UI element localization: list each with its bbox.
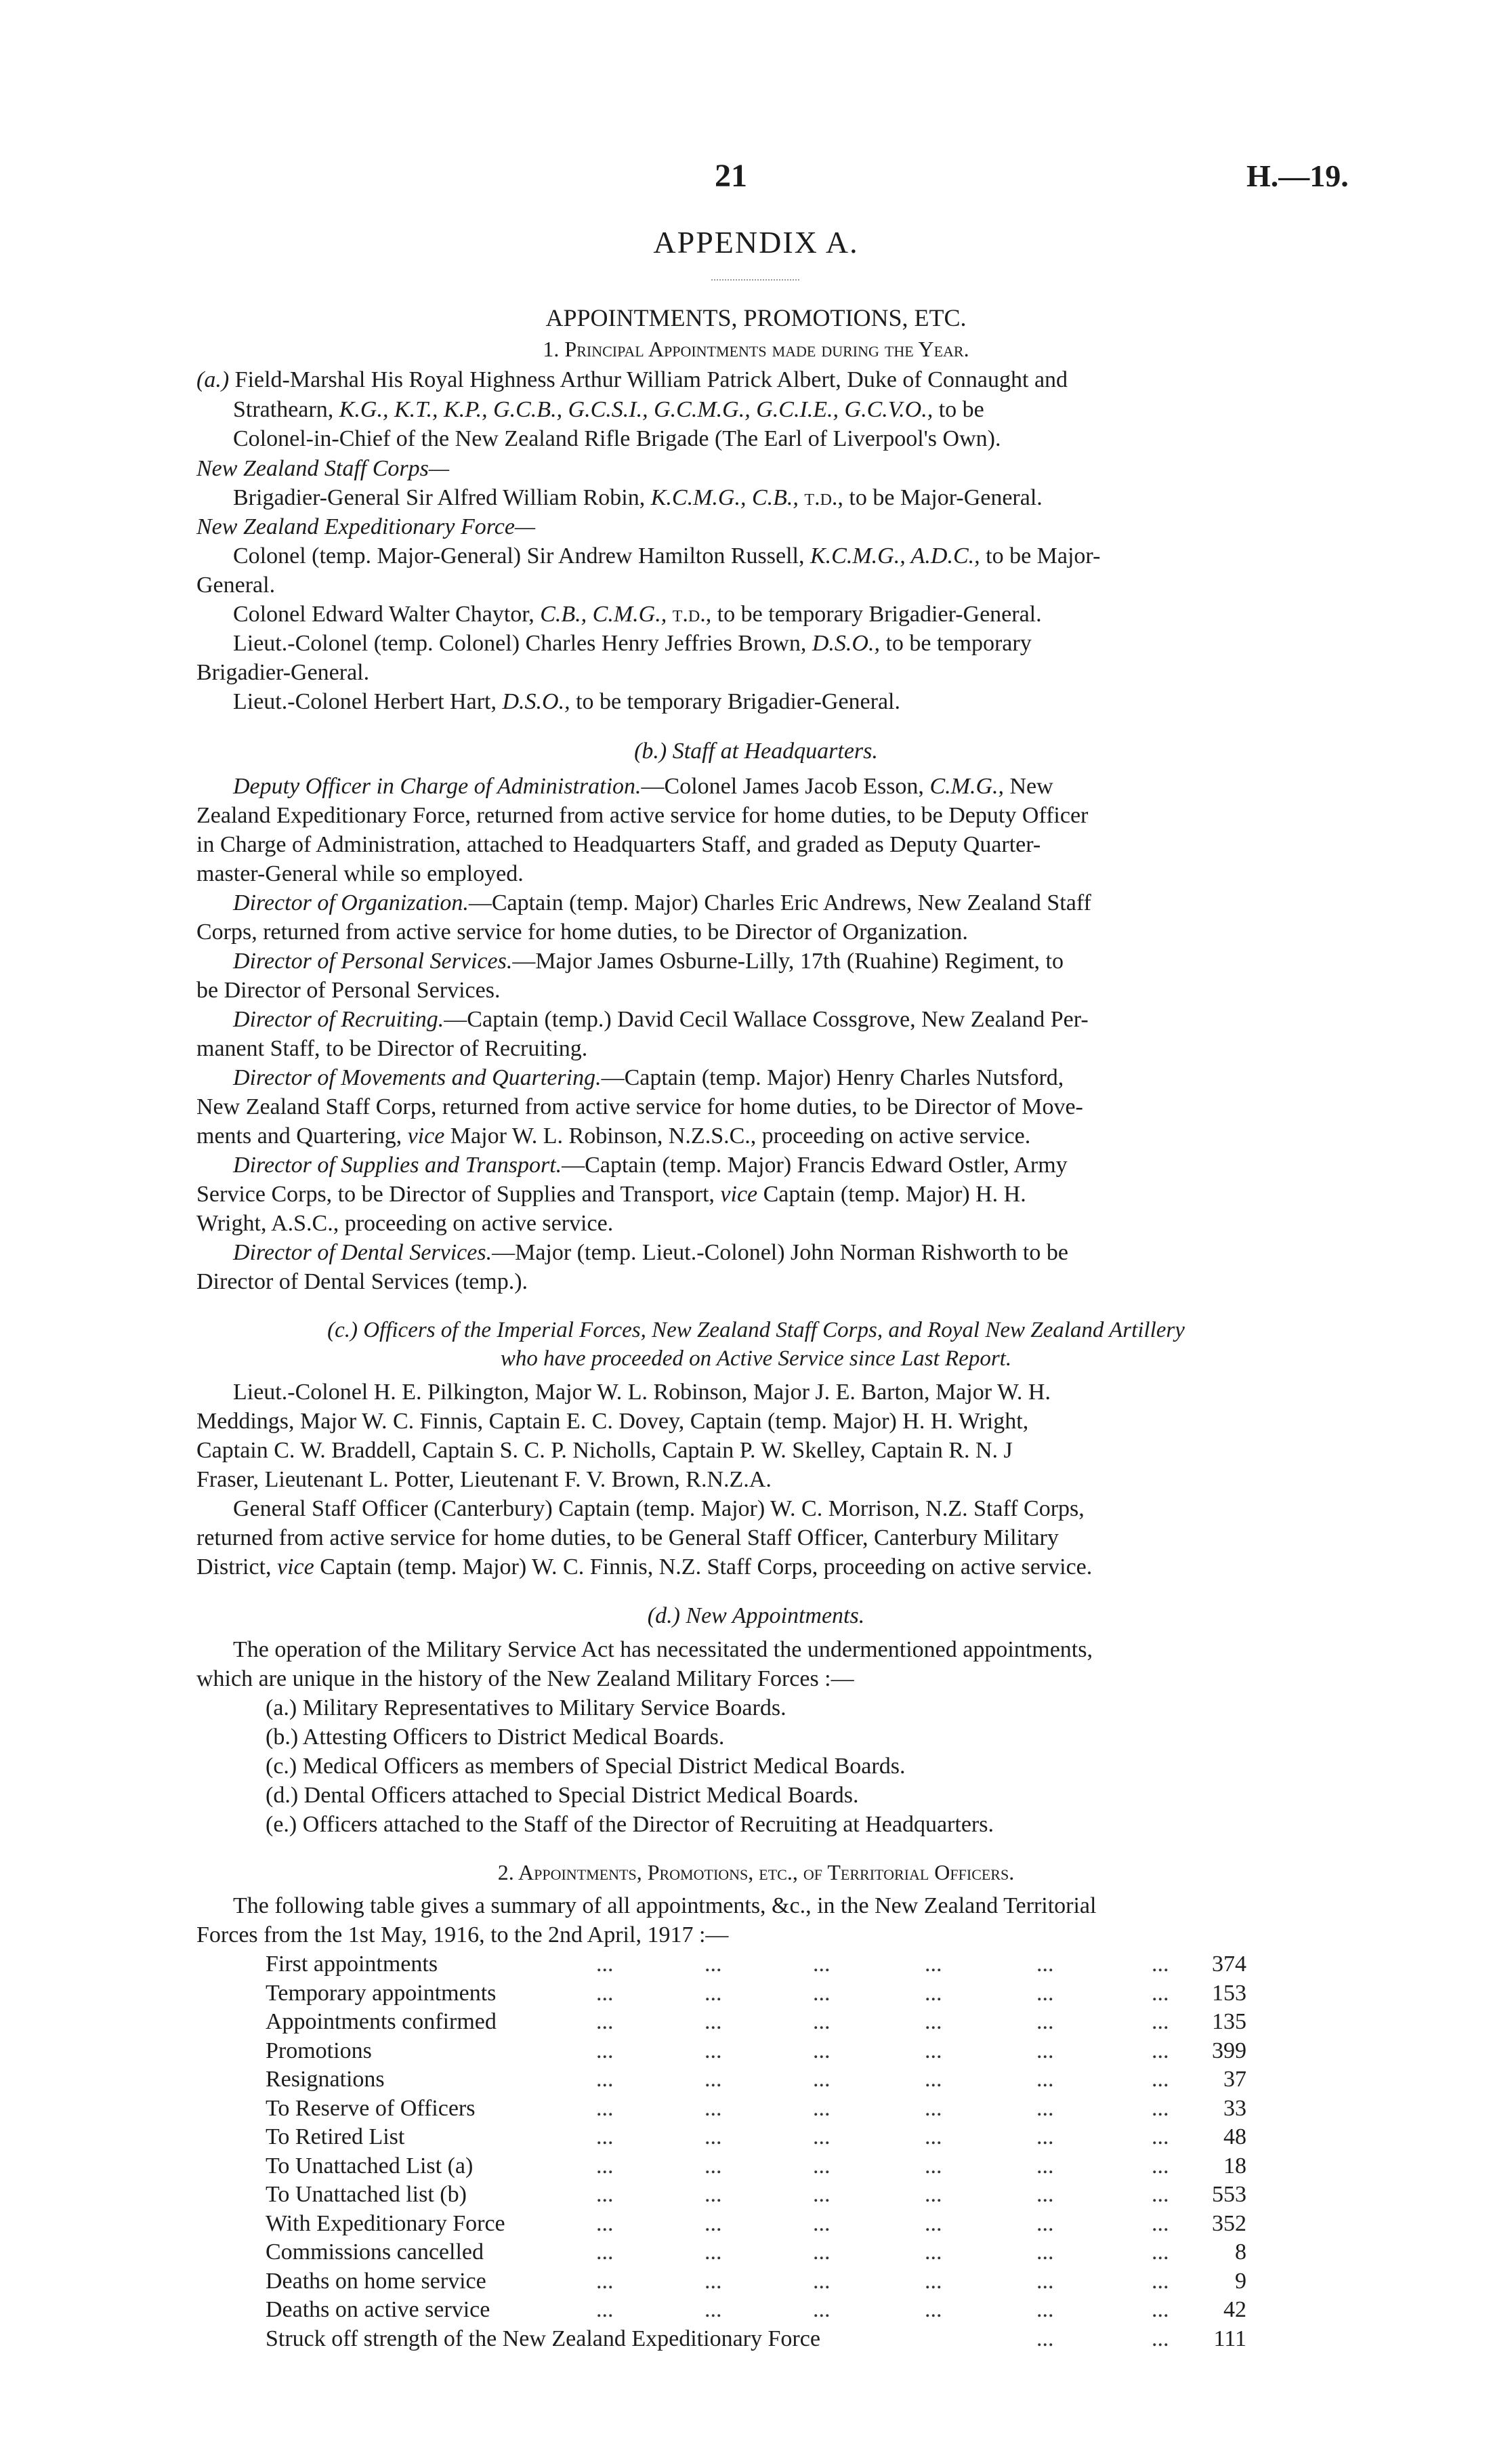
text: Colonel Edward Walter Chaytor, bbox=[233, 602, 534, 627]
row-value: 42 bbox=[1223, 2297, 1246, 2322]
role-title: Director of Recruiting. bbox=[233, 1007, 444, 1032]
leader-dots: ... bbox=[925, 2153, 942, 2179]
section-b-p3-l2: be Director of Personal Services. bbox=[196, 978, 501, 1003]
leader-dots: ... bbox=[1036, 1952, 1054, 1977]
section-c-p2-l3 bbox=[196, 1553, 1092, 1582]
section-d-heading: (d.) New Appointments. bbox=[647, 1603, 865, 1628]
leader-dots: ... bbox=[1152, 1952, 1169, 1977]
row-value: 37 bbox=[1223, 2067, 1246, 2092]
table-row bbox=[0, 1979, 1512, 2008]
leader-dots: ... bbox=[1036, 2009, 1054, 2034]
role-title: Director of Organization. bbox=[233, 890, 469, 915]
section-c-p1-l4: Fraser, Lieutenant L. Potter, Lieutenant F. V. Brown, R.N.Z.A. bbox=[196, 1467, 772, 1492]
table-row bbox=[0, 2123, 1512, 2151]
row-label: Deaths on active service bbox=[266, 2297, 490, 2322]
section-b-p2-l1 bbox=[233, 889, 1091, 917]
item-label: (a.) bbox=[196, 367, 230, 392]
text: ments and Quartering, bbox=[196, 1123, 402, 1149]
honours: K.G., K.T., K.P., G.C.B., G.C.S.I., G.C.M.G., G.C.I.E., G.C.V.O., bbox=[339, 397, 933, 422]
text: Colonel (temp. Major-General) Sir Andrew Hamilton Russell, bbox=[233, 543, 805, 569]
section-c-p1-l3: Captain C. W. Braddell, Captain S. C. P. Nicholls, Captain P. W. Skelley, Captain R. N. J bbox=[196, 1438, 1013, 1463]
text: Field-Marshal His Royal Highness Arthur William Patrick Albert, Duke of Connaught and bbox=[234, 367, 1068, 392]
table-row bbox=[0, 2037, 1512, 2065]
leader-dots: ... bbox=[1152, 2009, 1169, 2034]
section-1-a-line-3: Colonel-in-Chief of the New Zealand Rifle Brigade (The Earl of Liverpool's Own). bbox=[233, 426, 1001, 451]
text: —Captain (temp. Major) Henry Charles Nutsford, bbox=[601, 1065, 1064, 1090]
row-label: Deaths on home service bbox=[266, 2268, 486, 2294]
section-b-p7-l1 bbox=[233, 1239, 1068, 1267]
row-value: 8 bbox=[1235, 2239, 1246, 2265]
text: Service Corps, to be Director of Supplies and Transport, bbox=[196, 1182, 715, 1207]
honours: D.S.O., bbox=[502, 689, 570, 714]
vice: vice bbox=[407, 1123, 445, 1149]
section-b-heading: (b.) Staff at Headquarters. bbox=[634, 739, 878, 764]
text: Lieut.-Colonel Herbert Hart, bbox=[233, 689, 497, 714]
section-b-p1-l2: Zealand Expeditionary Force, returned from active service for home duties, to be Deputy Officer bbox=[196, 803, 1089, 828]
leader-dots: ... bbox=[1152, 2268, 1169, 2294]
nzef-line-3a bbox=[233, 629, 1032, 658]
section-c-p2-l1: General Staff Officer (Canterbury) Captain (temp. Major) W. C. Morrison, N.Z. Staff Corps, bbox=[233, 1496, 1085, 1521]
leader-dots: ... bbox=[1152, 2239, 1169, 2265]
leader-dots: ... bbox=[1036, 2326, 1054, 2351]
text: Brigadier-General Sir Alfred William Robin, bbox=[233, 485, 646, 510]
nzef-line-1b: General. bbox=[196, 573, 276, 598]
row-label: To Unattached list (b) bbox=[266, 2182, 467, 2207]
leader-dots: ... bbox=[813, 2210, 831, 2236]
vice: vice bbox=[276, 1554, 314, 1580]
text: Major W. L. Robinson, N.Z.S.C., proceeding on active service. bbox=[450, 1123, 1031, 1149]
leader-dots: ... bbox=[813, 2182, 831, 2207]
text: —Major James Osburne-Lilly, 17th (Ruahine) Regiment, to bbox=[512, 949, 1064, 974]
row-value: 352 bbox=[1212, 2210, 1246, 2236]
honours: C.M.G., bbox=[929, 774, 1004, 799]
leader-dots: ... bbox=[1152, 2182, 1169, 2207]
row-label: Struck off strength of the New Zealand Expeditionary Force bbox=[266, 2326, 820, 2351]
leader-dots: ... bbox=[925, 2210, 942, 2236]
honours-td: t.d., bbox=[804, 485, 843, 510]
section-1-a-line-2 bbox=[233, 396, 984, 424]
leader-dots: ... bbox=[596, 2095, 614, 2121]
section-2-intro-l1: The following table gives a summary of all appointments, &c., in the New Zealand Territorial bbox=[233, 1893, 1097, 1918]
section-b-p4-l1 bbox=[233, 1006, 1089, 1034]
row-value: 33 bbox=[1223, 2095, 1246, 2121]
section-c-p1-l1: Lieut.-Colonel H. E. Pilkington, Major W. L. Robinson, Major J. E. Barton, Major W. H. bbox=[233, 1380, 1051, 1405]
leader-dots: ... bbox=[1036, 2067, 1054, 2092]
row-label: To Unattached List (a) bbox=[266, 2153, 474, 2179]
row-value: 9 bbox=[1235, 2268, 1246, 2294]
leader-dots: ... bbox=[1152, 1980, 1169, 2006]
leader-dots: ... bbox=[596, 2182, 614, 2207]
leader-dots: ... bbox=[813, 2067, 831, 2092]
text: to be temporary Brigadier-General. bbox=[576, 689, 900, 714]
section-c-p2-l2: returned from active service for home duties, to be General Staff Officer, Canterbury Military bbox=[196, 1525, 1059, 1550]
leader-dots: ... bbox=[813, 1980, 831, 2006]
leader-dots: ... bbox=[1036, 2153, 1054, 2179]
leader-dots: ... bbox=[596, 2210, 614, 2236]
leader-dots: ... bbox=[705, 2297, 722, 2322]
section-b-p1-l1 bbox=[233, 772, 1053, 801]
leader-dots: ... bbox=[925, 1980, 942, 2006]
table-row bbox=[0, 2325, 1512, 2353]
section-d-p-l1: The operation of the Military Service Act has necessitated the undermentioned appointments, bbox=[233, 1637, 1093, 1662]
honours: K.C.M.G., A.D.C., bbox=[810, 543, 980, 569]
leader-dots: ... bbox=[596, 1980, 614, 2006]
leader-dots: ... bbox=[1036, 2095, 1054, 2121]
table-row bbox=[0, 2152, 1512, 2181]
leader-dots: ... bbox=[813, 1952, 831, 1977]
row-value: 399 bbox=[1212, 2038, 1246, 2063]
leader-dots: ... bbox=[925, 2268, 942, 2294]
honours: C.B., C.M.G., bbox=[540, 602, 667, 627]
text: to be temporary bbox=[885, 631, 1032, 656]
section-c-heading-line-1: (c.) Officers of the Imperial Forces, New Zealand Staff Corps, and Royal New Zealand Artillery bbox=[327, 1318, 1185, 1342]
leader-dots: ... bbox=[596, 2297, 614, 2322]
leader-dots: ... bbox=[1036, 1980, 1054, 2006]
leader-dots: ... bbox=[813, 2153, 831, 2179]
leader-dots: ... bbox=[705, 2210, 722, 2236]
section-b-p5-l3 bbox=[196, 1122, 1030, 1151]
leader-dots: ... bbox=[1036, 2297, 1054, 2322]
section-d-item-c: (c.) Medical Officers as members of Special District Medical Boards. bbox=[266, 1754, 906, 1779]
leader-dots: ... bbox=[705, 1952, 722, 1977]
leader-dots: ... bbox=[813, 2268, 831, 2294]
table-row bbox=[0, 2296, 1512, 2324]
leader-dots: ... bbox=[925, 2297, 942, 2322]
table-row bbox=[0, 2238, 1512, 2267]
table-row bbox=[0, 2210, 1512, 2238]
table-row bbox=[0, 2181, 1512, 2209]
section-2-heading: 2. Appointments, Promotions, etc., of Territorial Officers. bbox=[497, 1860, 1015, 1884]
leader-dots: ... bbox=[596, 2153, 614, 2179]
main-heading: APPOINTMENTS, PROMOTIONS, ETC. bbox=[545, 304, 967, 331]
leader-dots: ... bbox=[1152, 2297, 1169, 2322]
leader-dots: ... bbox=[1036, 2182, 1054, 2207]
leader-dots: ... bbox=[1036, 2124, 1054, 2149]
leader-dots: ... bbox=[596, 2124, 614, 2149]
leader-dots: ... bbox=[1152, 2153, 1169, 2179]
leader-dots: ... bbox=[1152, 2326, 1169, 2351]
row-label: Promotions bbox=[266, 2038, 372, 2063]
leader-dots: ... bbox=[1152, 2210, 1169, 2236]
section-b-p6-l1 bbox=[233, 1151, 1068, 1180]
text: to be bbox=[938, 397, 984, 422]
section-b-p6-l2 bbox=[196, 1180, 1026, 1209]
role-title: Director of Dental Services. bbox=[233, 1240, 492, 1265]
text: New bbox=[1009, 774, 1053, 799]
text: District, bbox=[196, 1554, 272, 1580]
leader-dots: ... bbox=[813, 2038, 831, 2063]
section-b-p6-l3: Wright, A.S.C., proceeding on active service. bbox=[196, 1211, 614, 1236]
text: Strathearn, bbox=[233, 397, 334, 422]
leader-dots: ... bbox=[1152, 2067, 1169, 2092]
role-title: Deputy Officer in Charge of Administration. bbox=[233, 774, 642, 799]
leader-dots: ... bbox=[705, 2268, 722, 2294]
leader-dots: ... bbox=[1152, 2124, 1169, 2149]
leader-dots: ... bbox=[1036, 2239, 1054, 2265]
text: —Captain (temp.) David Cecil Wallace Cossgrove, New Zealand Per- bbox=[444, 1007, 1089, 1032]
table-row bbox=[0, 2094, 1512, 2123]
leader-dots: ... bbox=[705, 2124, 722, 2149]
leader-dots: ... bbox=[925, 2124, 942, 2149]
row-label: With Expeditionary Force bbox=[266, 2210, 505, 2236]
vice: vice bbox=[720, 1182, 758, 1207]
section-b-p1-l4: master-General while so employed. bbox=[196, 861, 524, 886]
leader-dots: ... bbox=[705, 2182, 722, 2207]
row-value: 18 bbox=[1223, 2153, 1246, 2179]
section-d-item-e: (e.) Officers attached to the Staff of the Director of Recruiting at Headquarters. bbox=[266, 1812, 994, 1837]
nz-staff-corps-line bbox=[233, 484, 1043, 512]
nzef-line-4 bbox=[233, 688, 900, 716]
nzef-line-1a bbox=[233, 542, 1100, 571]
leader-dots: ... bbox=[705, 2153, 722, 2179]
leader-dots: ... bbox=[596, 2239, 614, 2265]
section-b-p2-l2: Corps, returned from active service for home duties, to be Director of Organization. bbox=[196, 920, 968, 945]
leader-dots: ... bbox=[705, 2067, 722, 2092]
table-row bbox=[0, 2267, 1512, 2296]
section-b-p1-l3: in Charge of Administration, attached to Headquarters Staff, and graded as Deputy Quarter- bbox=[196, 832, 1041, 857]
section-1-a-line-1 bbox=[196, 366, 1068, 394]
section-b-p3-l1 bbox=[233, 947, 1064, 976]
section-1-heading: 1. Principal Appointments made during the Year. bbox=[543, 337, 969, 361]
leader-dots: ... bbox=[596, 1952, 614, 1977]
section-d-p-l2: which are unique in the history of the New Zealand Military Forces :— bbox=[196, 1666, 854, 1691]
section-2-intro-l2: Forces from the 1st May, 1916, to the 2nd April, 1917 :— bbox=[196, 1922, 729, 1947]
text: to be Major-General. bbox=[849, 485, 1043, 510]
section-c-heading-line-2: who have proceeded on Active Service since Last Report. bbox=[500, 1346, 1012, 1371]
leader-dots: ... bbox=[813, 2124, 831, 2149]
leader-dots: ... bbox=[925, 2038, 942, 2063]
section-b-p7-l2: Director of Dental Services (temp.). bbox=[196, 1269, 528, 1294]
honours: K.C.M.G., C.B., bbox=[650, 485, 799, 510]
leader-dots: ... bbox=[596, 2268, 614, 2294]
leader-dots: ... bbox=[1036, 2268, 1054, 2294]
text: Lieut.-Colonel (temp. Colonel) Charles Henry Jeffries Brown, bbox=[233, 631, 807, 656]
leader-dots: ... bbox=[596, 2038, 614, 2063]
table-row bbox=[0, 2065, 1512, 2094]
row-label: To Retired List bbox=[266, 2124, 405, 2149]
leader-dots: ... bbox=[1152, 2038, 1169, 2063]
leader-dots: ... bbox=[705, 2095, 722, 2121]
row-value: 553 bbox=[1212, 2182, 1246, 2207]
honours: D.S.O., bbox=[812, 631, 880, 656]
text: Captain (temp. Major) W. C. Finnis, N.Z. Staff Corps, proceeding on active service. bbox=[320, 1554, 1093, 1580]
nzef-line-3b: Brigadier-General. bbox=[196, 660, 370, 685]
section-d-item-b: (b.) Attesting Officers to District Medical Boards. bbox=[266, 1725, 725, 1750]
leader-dots: ... bbox=[705, 2038, 722, 2063]
leader-dots: ... bbox=[925, 2009, 942, 2034]
appendix-title: APPENDIX A. bbox=[653, 225, 859, 260]
table-row bbox=[0, 1950, 1512, 1979]
role-title: Director of Supplies and Transport. bbox=[233, 1153, 562, 1178]
nzef-line-2 bbox=[233, 600, 1042, 629]
section-d-item-d: (d.) Dental Officers attached to Special District Medical Boards. bbox=[266, 1783, 859, 1808]
page-number: 21 bbox=[715, 158, 747, 194]
leader-dots: ... bbox=[813, 2297, 831, 2322]
title-divider bbox=[711, 279, 799, 281]
role-title: Director of Movements and Quartering. bbox=[233, 1065, 602, 1090]
row-label: To Reserve of Officers bbox=[266, 2095, 476, 2121]
table-row bbox=[0, 2008, 1512, 2036]
row-value: 135 bbox=[1212, 2009, 1246, 2034]
leader-dots: ... bbox=[925, 2095, 942, 2121]
leader-dots: ... bbox=[925, 1952, 942, 1977]
leader-dots: ... bbox=[925, 2067, 942, 2092]
section-c-p1-l2: Meddings, Major W. C. Finnis, Captain E. C. Dovey, Captain (temp. Major) H. H. Wright, bbox=[196, 1409, 1029, 1434]
section-b-p5-l2: New Zealand Staff Corps, returned from active service for home duties, to be Director of Move- bbox=[196, 1094, 1083, 1119]
text: —Captain (temp. Major) Charles Eric Andrews, New Zealand Staff bbox=[468, 890, 1091, 915]
honours-td: t.d., bbox=[672, 602, 712, 627]
leader-dots: ... bbox=[1036, 2210, 1054, 2236]
row-value: 374 bbox=[1212, 1952, 1246, 1977]
leader-dots: ... bbox=[1152, 2095, 1169, 2121]
section-b-p4-l2: manent Staff, to be Director of Recruiting. bbox=[196, 1036, 588, 1061]
row-value: 111 bbox=[1213, 2326, 1246, 2351]
role-title: Director of Personal Services. bbox=[233, 949, 513, 974]
leader-dots: ... bbox=[596, 2009, 614, 2034]
nz-staff-corps-heading: New Zealand Staff Corps— bbox=[196, 456, 450, 481]
leader-dots: ... bbox=[1036, 2038, 1054, 2063]
section-b-p5-l1 bbox=[233, 1064, 1064, 1092]
section-d-item-a: (a.) Military Representatives to Military Service Boards. bbox=[266, 1695, 786, 1720]
text: —Colonel James Jacob Esson, bbox=[641, 774, 924, 799]
leader-dots: ... bbox=[705, 2239, 722, 2265]
text: to be Major- bbox=[986, 543, 1101, 569]
row-label: Commissions cancelled bbox=[266, 2239, 484, 2265]
leader-dots: ... bbox=[705, 2009, 722, 2034]
nz-expeditionary-force-heading: New Zealand Expeditionary Force— bbox=[196, 514, 536, 539]
leader-dots: ... bbox=[813, 2095, 831, 2121]
text: —Major (temp. Lieut.-Colonel) John Norman Rishworth to be bbox=[492, 1240, 1068, 1265]
row-value: 153 bbox=[1212, 1980, 1246, 2006]
text: Captain (temp. Major) H. H. bbox=[763, 1182, 1026, 1207]
row-label: Temporary appointments bbox=[266, 1980, 497, 2006]
leader-dots: ... bbox=[813, 2239, 831, 2265]
row-label: First appointments bbox=[266, 1952, 438, 1977]
row-label: Appointments confirmed bbox=[266, 2009, 497, 2034]
leader-dots: ... bbox=[705, 1980, 722, 2006]
document-reference: H.—19. bbox=[1246, 159, 1349, 193]
text: —Captain (temp. Major) Francis Edward Ostler, Army bbox=[562, 1153, 1068, 1178]
leader-dots: ... bbox=[813, 2009, 831, 2034]
row-label: Resignations bbox=[266, 2067, 385, 2092]
leader-dots: ... bbox=[925, 2182, 942, 2207]
leader-dots: ... bbox=[925, 2239, 942, 2265]
row-value: 48 bbox=[1223, 2124, 1246, 2149]
text: to be temporary Brigadier-General. bbox=[717, 602, 1042, 627]
leader-dots: ... bbox=[596, 2067, 614, 2092]
